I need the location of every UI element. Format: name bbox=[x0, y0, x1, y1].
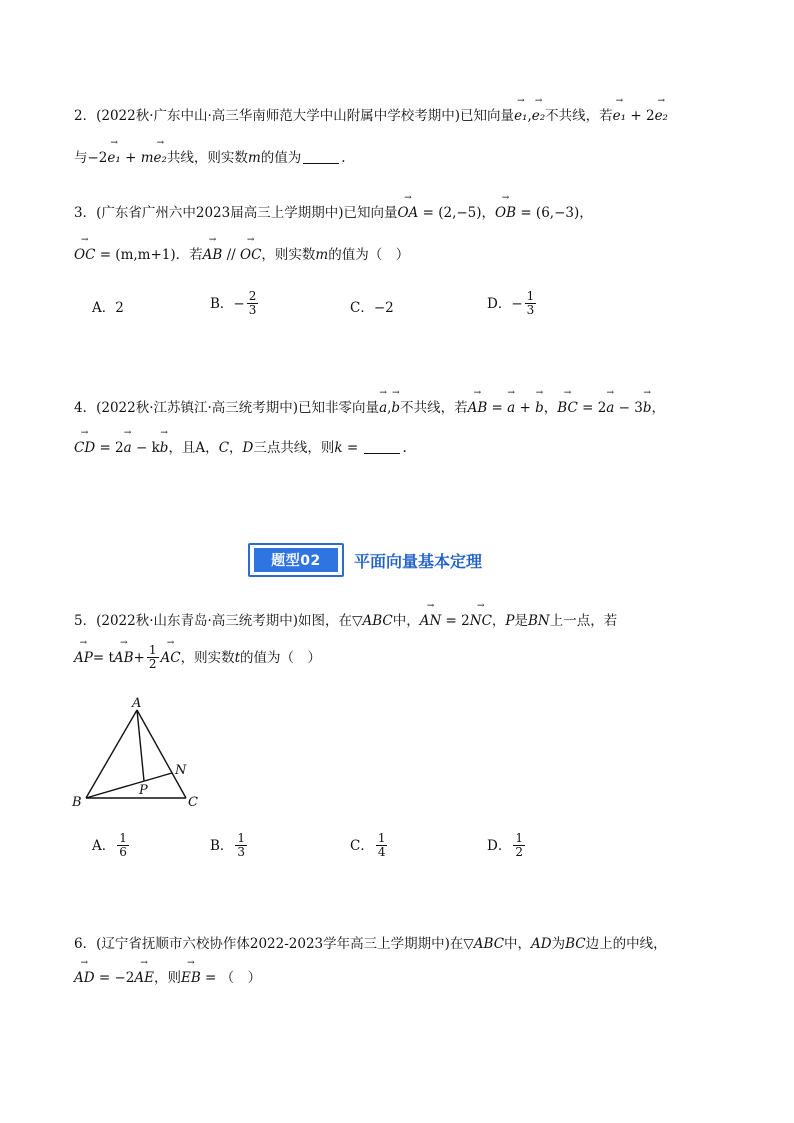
q4-line2: → CD = 2→ a − k→ b，且A，C，D三点共线，则k = . bbox=[74, 438, 407, 458]
section-header bbox=[248, 543, 482, 577]
q3-line2: → OC = (m,m+1)．若→ AB // → OC，则实数m的值为（ ） bbox=[74, 245, 409, 265]
label-c: C bbox=[188, 795, 198, 810]
q2-line1: 2．(2022秋·广东中山·高三华南师范大学中山附属中学校考期中)已知向量→ e₁,→ e₂不共线，若→ e₁ + 2→ e₂ bbox=[74, 106, 668, 126]
q2-answer-blank bbox=[303, 149, 339, 164]
section-title: 平面向量基本定理 bbox=[354, 551, 483, 571]
q5-line2: → AP = t → AB + $\frac{1}{2}$ → AC ，则实数 t 的值为（ ） bbox=[74, 644, 321, 671]
q3-line1: 3．(广东省广州六中2023届高三上学期期中)已知向量→ OA = (2,−5)，→ OB = (6,−3)， bbox=[74, 203, 593, 223]
q3-option-d[interactable]: D．− $\frac{1}{3}$ bbox=[487, 289, 535, 317]
q5-option-a[interactable]: A． $\frac{1}{6}$ bbox=[92, 831, 127, 859]
q2-line2: 与−2→ e₁ + m→ e₂共线，则实数m的值为 . bbox=[74, 148, 346, 168]
label-n: N bbox=[175, 763, 187, 778]
q4-answer-blank bbox=[364, 439, 400, 454]
q6-line2: → AD = −2→ AE，则→ EB = （ ） bbox=[74, 968, 261, 988]
q4-line1: 4．(2022秋·江苏镇江·高三统考期中)已知非零向量→ a,→ b不共线，若→ AB = → a + → b，→ BC = 2→ a − 3→ b， bbox=[74, 398, 665, 418]
q5-line1: 5．(2022秋·山东青岛·高三统考期中)如图，在▽ABC中，→ AN = 2→ NC，P是BN上一点，若 bbox=[74, 611, 617, 631]
q6-line1: 6．(辽宁省抚顺市六校协作体2022-2023学年高三上学期期中)在▽ABC中，AD为BC边上的中线， bbox=[74, 936, 667, 952]
q3-option-c[interactable]: C．−2 bbox=[350, 300, 394, 316]
q5-option-d[interactable]: D． $\frac{1}{2}$ bbox=[487, 831, 523, 859]
q3-option-a[interactable]: A．2 bbox=[92, 300, 124, 316]
label-b: B bbox=[72, 795, 82, 810]
triangle-figure bbox=[66, 694, 216, 814]
q3-option-b[interactable]: B．− $\frac{2}{3}$ bbox=[210, 289, 257, 317]
label-p: P bbox=[139, 783, 148, 798]
label-a: A bbox=[132, 696, 142, 711]
q5-option-b[interactable]: B． $\frac{1}{3}$ bbox=[210, 831, 246, 859]
section-badge: 题型02 bbox=[248, 543, 344, 577]
q5-option-c[interactable]: C． $\frac{1}{4}$ bbox=[350, 831, 386, 859]
